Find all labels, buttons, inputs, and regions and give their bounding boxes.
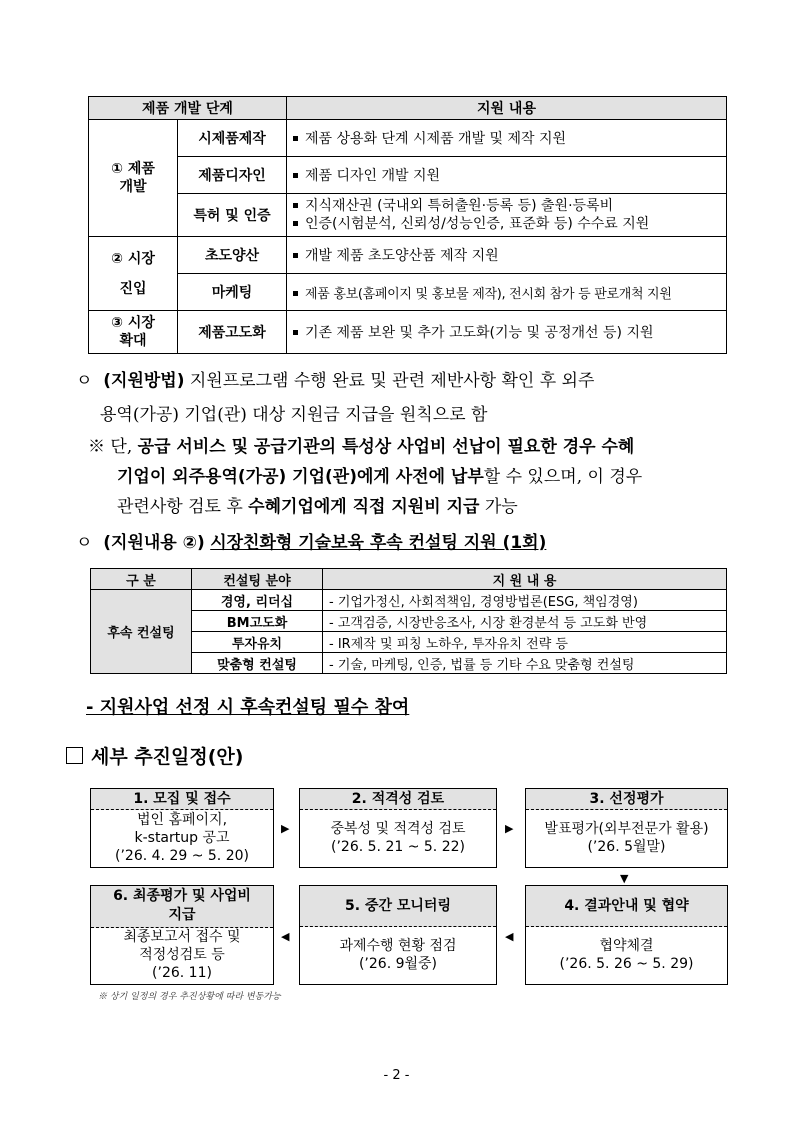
support-desc: 제품 디자인 개발 지원 (287, 157, 727, 194)
arrow-right-icon: ▶ (505, 822, 514, 835)
header-category: 구 분 (91, 569, 192, 590)
stage-market-entry: ② 시장 진입 (89, 237, 178, 311)
support-desc: 지식재산권 (국내외 특허출원·등록 등) 출원·등록비 인증(시험분석, 신뢰성/성능인증, 표준화 등) 수수료 지원 (287, 194, 727, 237)
step-title: 4. 결과안내 및 협약 (526, 886, 727, 927)
header-field: 컨설팅 분야 (192, 569, 323, 590)
substage-name: 특허 및 인증 (178, 194, 287, 237)
consulting-content: - 기업가정신, 사회적책임, 경영방법론(ESG, 책임경영) (323, 590, 727, 611)
substage-name: 제품고도화 (178, 311, 287, 354)
category-followup-consulting: 후속 컨설팅 (91, 590, 192, 674)
arrow-right-icon: ▶ (281, 822, 290, 835)
method-note-line-2: 기업이 외주용역(가공) 기업(관)에게 사전에 납부할 수 있으며, 이 경우 (117, 467, 643, 487)
step-title: 6. 최종평가 및 사업비 지급 (91, 886, 273, 928)
consulting-field: 맞춤형 컨설팅 (192, 653, 323, 674)
step-title: 2. 적격성 검토 (300, 789, 496, 810)
method-line-2: 용역(가공) 기업(관) 대상 지원금 지급을 원칙으로 함 (100, 405, 488, 425)
step-title: 1. 모집 및 접수 (91, 789, 273, 810)
step-2-box: 2. 적격성 검토 중복성 및 적격성 검토 (’26. 5. 21 ~ 5. 22) (299, 788, 497, 868)
arrow-left-icon: ◀ (505, 930, 514, 943)
substage-name: 초도양산 (178, 237, 287, 274)
substage-name: 마케팅 (178, 274, 287, 311)
method-note-line-3: 관련사항 검토 후 수혜기업에게 직접 지원비 지급 가능 (117, 497, 518, 517)
step-title: 3. 선정평가 (526, 789, 727, 810)
support-desc: 기존 제품 보완 및 추가 고도화(기능 및 공정개선 등) 지원 (287, 311, 727, 354)
header-stage: 제품 개발 단계 (89, 97, 287, 120)
step-3-box: 3. 선정평가 발표평가(외부전문가 활용) (’26. 5월말) (525, 788, 728, 868)
step-title: 5. 중간 모니터링 (300, 886, 496, 927)
support-desc: 개발 제품 초도양산품 제작 지원 (287, 237, 727, 274)
consulting-content: - 기술, 마케팅, 인증, 법률 등 기타 수요 맞춤형 컨설팅 (323, 653, 727, 674)
step-5-box: 5. 중간 모니터링 과제수행 현황 점검 (’26. 9월중) (299, 885, 497, 985)
page-number: - 2 - (383, 1068, 410, 1083)
stage-market-expansion: ③ 시장 확대 (89, 311, 178, 354)
step-6-box: 6. 최종평가 및 사업비 지급 최종보고서 접수 및 적정성검토 등 (’26. 11) (90, 885, 274, 985)
support-desc: 제품 홍보(홈페이지 및 홍보물 제작), 전시회 참가 등 판로개척 지원 (287, 274, 727, 311)
method-note-line-1: ※ 단, 공급 서비스 및 공급기관의 특성상 사업비 선납이 필요한 경우 수혜 (88, 437, 635, 457)
schedule-note: ※ 상기 일정의 경우 추진상황에 따라 변동가능 (98, 992, 281, 1002)
consulting-content: - IR제작 및 피칭 노하우, 투자유치 전략 등 (323, 632, 727, 653)
arrow-down-icon: ▼ (620, 872, 629, 885)
step-4-box: 4. 결과안내 및 협약 협약체결 (’26. 5. 26 ~ 5. 29) (525, 885, 728, 985)
mandatory-note: - 지원사업 선정 시 후속컨설팅 필수 참여 (86, 697, 410, 718)
method-line-1: ㅇ (지원방법) 지원프로그램 수행 완료 및 관련 제반사항 확인 후 외주 (76, 371, 595, 391)
step-1-box: 1. 모집 및 접수 법인 홈페이지, k-startup 공고 (’26. 4. 29 ~ 5. 20) (90, 788, 274, 868)
consulting-field: BM고도화 (192, 611, 323, 632)
consulting-table (90, 568, 727, 674)
header-support: 지원 내용 (287, 97, 727, 120)
header-content: 지 원 내 용 (323, 569, 727, 590)
content2-heading: ㅇ (지원내용 ②) 시장친화형 기술보육 후속 컨설팅 지원 (1회) (76, 533, 547, 553)
schedule-title: 세부 추진일정(안) (66, 742, 243, 769)
support-desc: 제품 상용화 단계 시제품 개발 및 제작 지원 (287, 120, 727, 157)
product-development-table (88, 96, 727, 354)
stage-product-development: ① 제품 개발 (89, 120, 178, 237)
substage-name: 제품디자인 (178, 157, 287, 194)
checkbox-icon (66, 747, 83, 764)
arrow-left-icon: ◀ (281, 930, 290, 943)
consulting-field: 경영, 리더십 (192, 590, 323, 611)
consulting-content: - 고객검증, 시장반응조사, 시장 환경분석 등 고도화 반영 (323, 611, 727, 632)
consulting-field: 투자유치 (192, 632, 323, 653)
substage-name: 시제품제작 (178, 120, 287, 157)
